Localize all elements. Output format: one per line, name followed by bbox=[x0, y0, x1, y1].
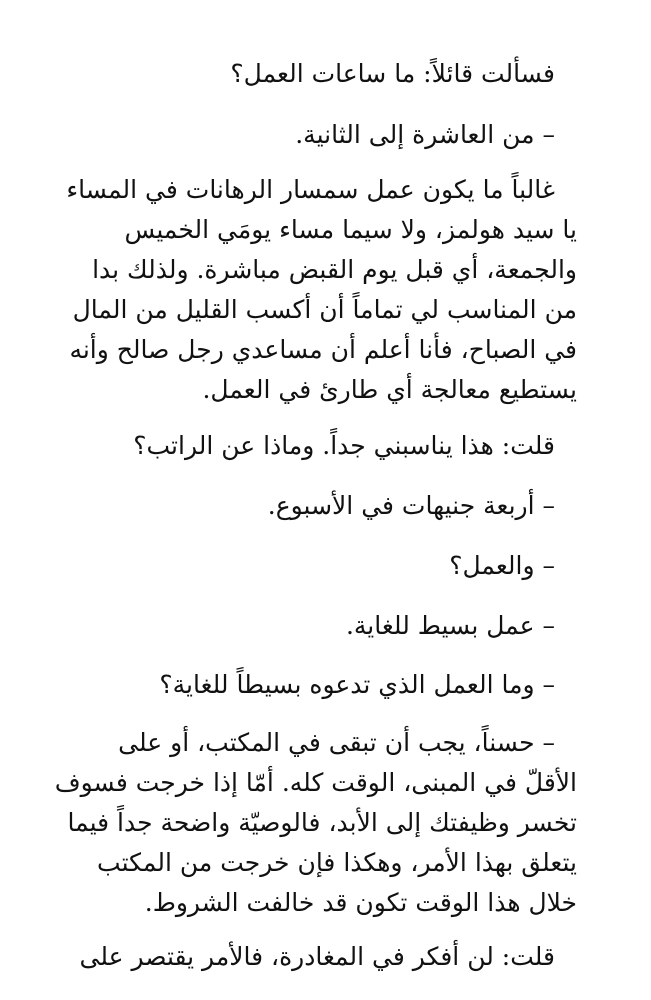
text-line: يا سيد هولمز، ولا سيما مساء يومَي الخميس bbox=[124, 215, 577, 244]
text-line: قلت: هذا يناسبني جداً. وماذا عن الراتب؟ bbox=[133, 431, 555, 460]
text-line: – أربعة جنيهات في الأسبوع. bbox=[267, 491, 555, 520]
paragraph-leaving-reply bbox=[52, 937, 577, 977]
text-line: من المناسب لي تماماً أن أكسب القليل من المال bbox=[72, 295, 577, 324]
text-line: يستطيع معالجة أي طارئ في العمل. bbox=[202, 375, 577, 404]
paragraph-salary-answer bbox=[52, 486, 577, 526]
paragraph-working-hours-question bbox=[52, 54, 577, 94]
text-line: – حسناً، يجب أن تبقى في المكتب، أو على bbox=[118, 728, 555, 757]
text-line: غالباً ما يكون عمل سمسار الرهانات في المساء bbox=[66, 175, 555, 204]
paragraph-office-conditions bbox=[52, 723, 577, 923]
paragraph-working-hours-answer bbox=[52, 115, 577, 155]
text-line: تخسر وظيفتك إلى الأبد، فالوصيّة واضحة جداً فيما bbox=[67, 808, 577, 837]
text-line: في الصباح، فأنا أعلم أن مساعدي رجل صالح وأنه bbox=[69, 335, 577, 364]
paragraph-simple-work-answer bbox=[52, 606, 577, 646]
text-line: الأقلّ في المبنى، الوقت كله. أمّا إذا خرجت فسوف bbox=[54, 768, 577, 797]
text-line: قلت: لن أفكر في المغادرة، فالأمر يقتصر على bbox=[79, 942, 555, 971]
text-line: – من العاشرة إلى الثانية. bbox=[295, 120, 555, 149]
text-line: والجمعة، أي قبل يوم القبض مباشرة. ولذلك بدا bbox=[92, 255, 577, 284]
text-line: خلال هذا الوقت تكون قد خالفت الشروط. bbox=[144, 888, 577, 917]
paragraph-work-question bbox=[52, 546, 577, 586]
text-line: – وما العمل الذي تدعوه بسيطاً للغاية؟ bbox=[159, 670, 555, 699]
text-line: يتعلق بهذا الأمر، وهكذا فإن خرجت من المكتب bbox=[97, 848, 577, 877]
paragraph-broker-explanation bbox=[52, 170, 577, 410]
text-line: – عمل بسيط للغاية. bbox=[345, 611, 555, 640]
paragraph-salary-question bbox=[52, 426, 577, 466]
text-line: – والعمل؟ bbox=[449, 551, 555, 580]
paragraph-simple-work-question bbox=[52, 665, 577, 705]
text-line: فسألت قائلاً: ما ساعات العمل؟ bbox=[230, 59, 555, 88]
